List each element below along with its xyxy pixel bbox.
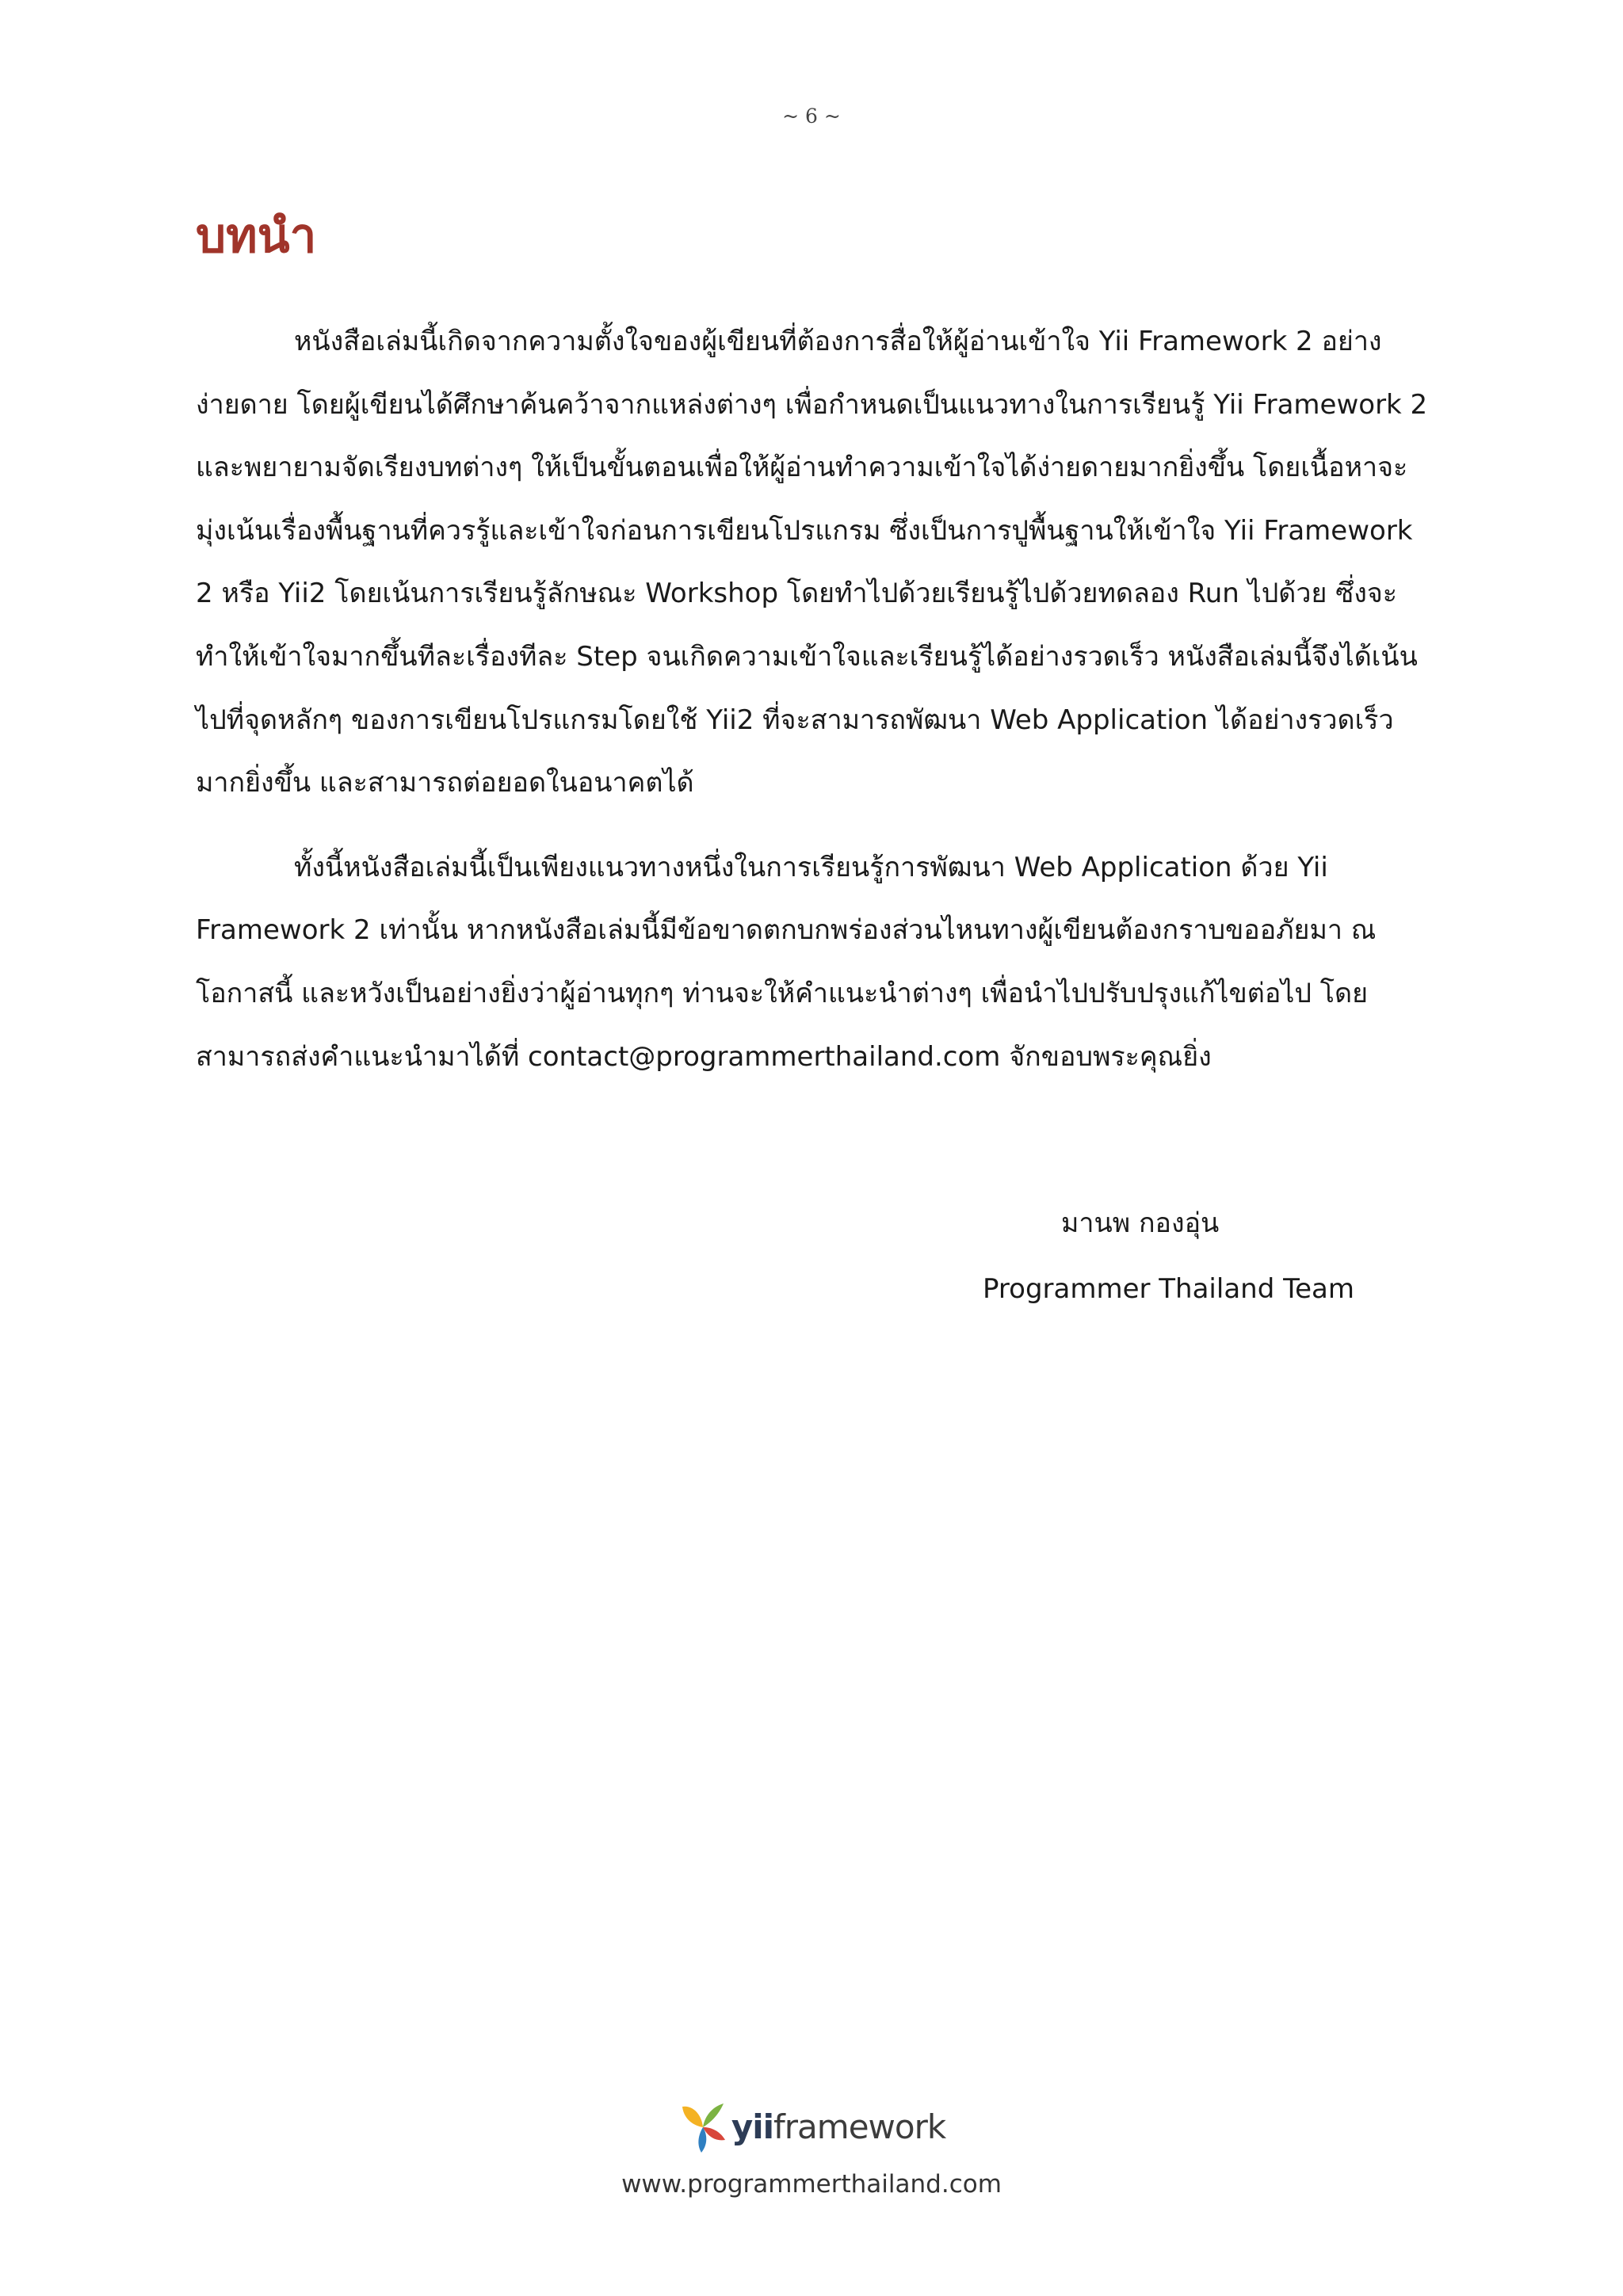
paragraph-2: ทั้งนี้หนังสือเล่มนี้เป็นเพียงแนวทางหนึ่งในการเรียนรู้การพัฒนา Web Application ด้วย Yii Framework 2 เท่านั้น หากหนังสือเล่มนี้มีข้อขาดตกบกพร่องส่วนไหนทางผู้เขียนต้องกราบขออภัยมา ณ โอกาสนี้ และหวังเป็นอย่างยิ่งว่าผู้อ่านทุกๆ ท่านจะให้คำแนะนำต่างๆ เพื่อนำไปปรับปรุงแก้ไขต่อไป โดยสามารถส่งคำแนะนำมาได้ที่ contact@programmerthailand.com จักขอบพระคุณยิ่ง (196, 851, 1377, 1073)
yii-logo-icon (678, 2100, 728, 2154)
footer-url[interactable]: www.programmerthailand.com (621, 2170, 1002, 2199)
logo-wordmark-rest: framework (773, 2107, 946, 2146)
author-team: Programmer Thailand Team (983, 1273, 1354, 1305)
page-title: บทนำ (196, 208, 317, 264)
yii-framework-logo (0, 2096, 1623, 2159)
signature-block (983, 1192, 1363, 1321)
logo-wordmark (731, 2107, 946, 2146)
body-text (196, 311, 1432, 1110)
paragraph-1: หนังสือเล่มนี้เกิดจากความตั้งใจของผู้เขียนที่ต้องการสื่อให้ผู้อ่านเข้าใจ Yii Framework 2 อย่างง่ายดาย โดยผู้เขียนได้ศึกษาค้นคว้าจากแหล่งต่างๆ เพื่อกำหนดเป็นแนวทางในการเรียนรู้ Yii Framework 2 และพยายามจัดเรียงบทต่างๆ ให้เป็นขั้นตอนเพื่อให้ผู้อ่านทำความเข้าใจได้ง่ายดายมากยิ่งขึ้น โดยเนื้อหาจะมุ่งเน้นเรื่องพื้นฐานที่ควรรู้และเข้าใจก่อนการเขียนโปรแกรม ซึ่งเป็นการปูพื้นฐานให้เข้าใจ Yii Framework 2 หรือ Yii2 โดยเน้นการเรียนรู้ลักษณะ Workshop โดยทำไปด้วยเรียนรู้ไปด้วยทดลอง Run ไปด้วย ซึ่งจะทำให้เข้าใจมากขึ้นทีละเรื่องทีละ Step จนเกิดความเข้าใจและเรียนรู้ได้อย่างรวดเร็ว หนังสือเล่มนี้จึงได้เน้นไปที่จุดหลักๆ ของการเขียนโปรแกรมโดยใช้ Yii2 ที่จะสามารถพัฒนา Web Application ได้อย่างรวดเร็วมากยิ่งขึ้น และสามารถต่อยอดในอนาคตได้ (196, 326, 1428, 799)
page-number: ~ 6 ~ (782, 105, 841, 128)
page-footer (0, 2096, 1623, 2199)
author-name: มานพ กองอุ่น (1061, 1207, 1220, 1239)
logo-wordmark-bold: yii (731, 2107, 773, 2146)
